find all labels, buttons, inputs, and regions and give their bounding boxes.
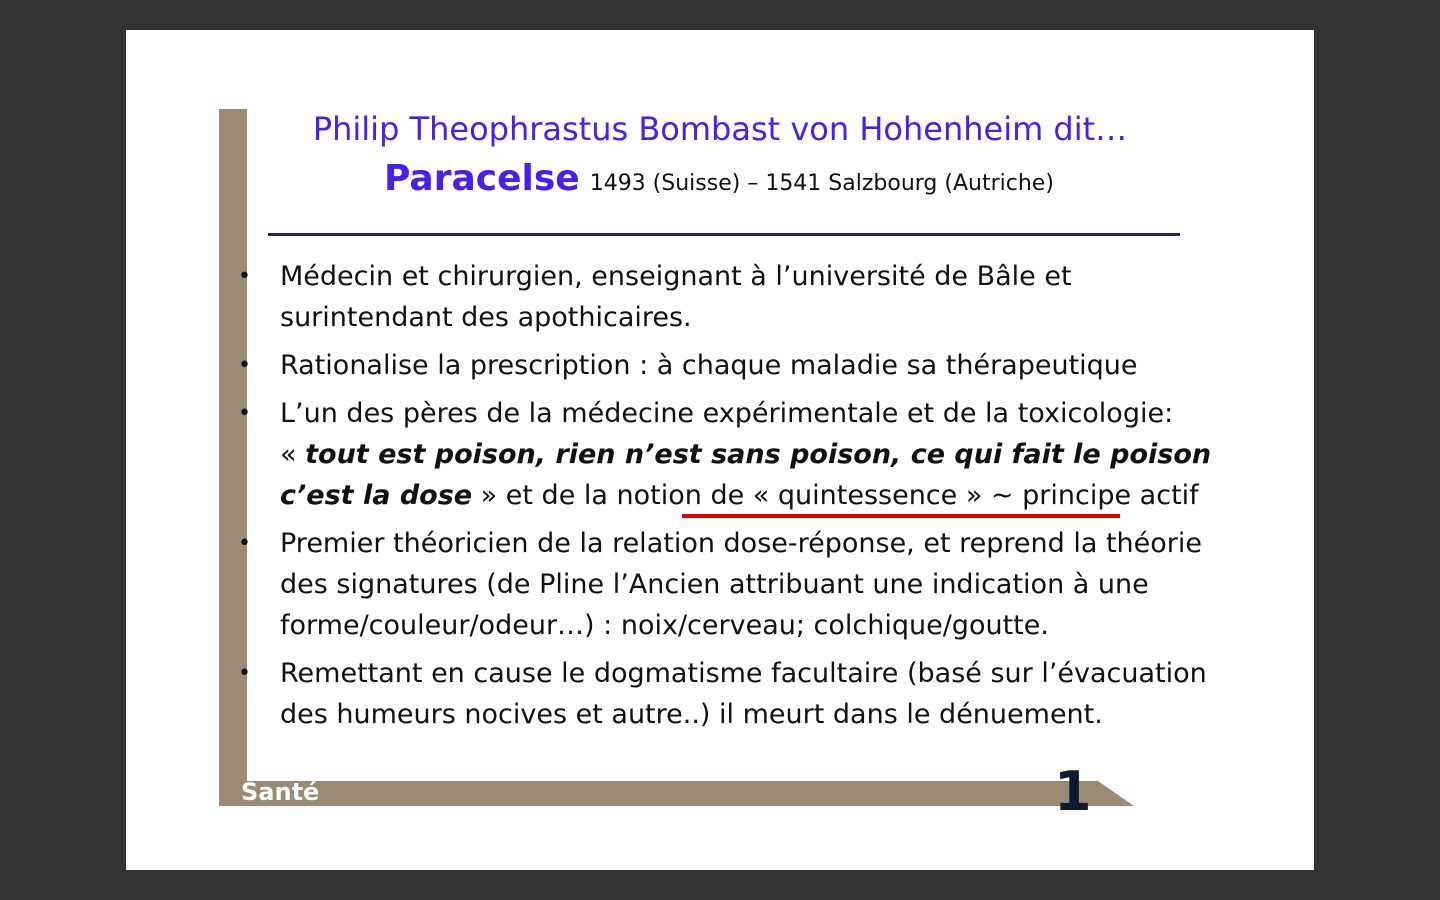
bullet-text: Rationalise la prescription : à chaque maladie sa thérapeutique — [280, 350, 1138, 381]
slide — [126, 30, 1314, 870]
bullet-item — [238, 393, 1218, 516]
bullet-icon: • — [238, 264, 251, 289]
page-number: 1 — [1054, 760, 1092, 823]
bullet-item — [238, 653, 1218, 735]
bullet-text-intro: L’un des pères de la médecine expérimentale et de la toxicologie: — [280, 398, 1174, 429]
bullet-item — [238, 523, 1218, 646]
bullet-icon: • — [238, 353, 251, 378]
slide-title-line1: Philip Theophrastus Bombast von Hohenheim dit… — [312, 110, 1128, 148]
bullet-text: Premier théoricien de la relation dose-réponse, et reprend la théorie des signatures (de Pline l’Ancien attribuant une indication à une forme/couleur/odeur…) : noix/cerveau; colchique/goutte. — [280, 528, 1203, 641]
open-quote: « — [280, 439, 306, 470]
bullet-text: Remettant en cause le dogmatisme facultaire (basé sur l’évacuation des humeurs nocives et autre..) il meurt dans le dénuement. — [280, 658, 1207, 730]
footer-label: Santé — [241, 778, 320, 806]
slide-title-dates: 1493 (Suisse) – 1541 Salzbourg (Autriche) — [589, 171, 1054, 196]
bullet-icon: • — [238, 401, 251, 426]
title-divider — [268, 233, 1180, 236]
slide-title-line2 — [384, 158, 1054, 199]
bullet-icon: • — [238, 661, 251, 686]
frame-bottom-bar — [219, 781, 1133, 806]
bullet-list — [238, 256, 1218, 742]
paracelsus-quote: tout est poison, rien n’est sans poison, ce qui fait le poison c’est la dose — [280, 439, 1212, 511]
bullet-text: Médecin et chirurgien, enseignant à l’université de Bâle et surintendant des apothicaires. — [280, 261, 1072, 333]
bullet-icon: • — [238, 531, 251, 556]
frame-bottom-bevel — [1098, 781, 1134, 806]
bullet-item — [238, 256, 1218, 338]
slide-title-name: Paracelse — [384, 158, 580, 199]
highlight-underline — [682, 514, 1120, 518]
bullet-item — [238, 345, 1218, 386]
bullet-text-rest: » et de la notion de « quintessence » ~ principe actif — [472, 480, 1199, 511]
